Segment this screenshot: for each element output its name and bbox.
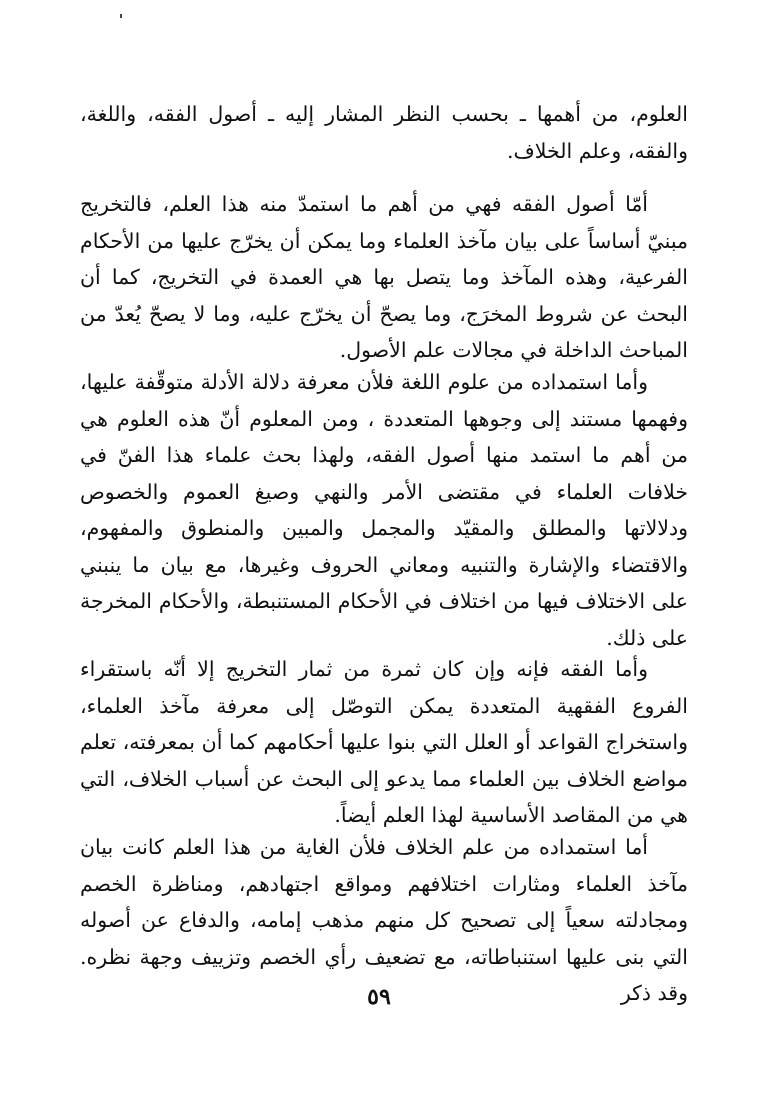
- paragraph-3: [80, 364, 688, 656]
- paragraph-4: [80, 651, 688, 834]
- paragraph-1: [80, 96, 688, 169]
- paragraph-2-wrapper: [80, 186, 688, 369]
- paragraph-1-text: العلوم، من أهمها ـ بحسب النظر المشار إليه ـ أصول الفقه، واللغة، والفقه، وعلم الخلاف.: [80, 102, 688, 163]
- paragraph-4-text: وأما الفقه فإنه وإن كان ثمرة من ثمار التخريج إلا أنّه باستقراء الفروع الفقهية المتعددة يمكن التوصّل إلى معرفة مآخذ العلماء، واستخراج القواعد أو العلل التي بنوا عليها أحكامهم كما أن بمعرفته، تعلم مواضع الخلاف بين العلماء مما يدعو إلى البحث عن أسباب الخلاف، التي هي من المقاصد الأساسية لهذا العلم أيضاً.: [80, 657, 688, 827]
- scan-mark: [120, 14, 122, 18]
- paragraph-5-text: أما استمداده من علم الخلاف فلأن الغاية من هذا العلم كانت بيان مآخذ العلماء ومثارات اختلافهم ومواقع اجتهادهم، ومناظرة الخصم ومجادلته سعياً إلى تصحيح كل منهم مذهب إمامه، والدفاع عن أصوله التي بنى عليها استنباطاته، مع تضعيف رأي الخصم وتزييف وجهة نظره. وقد ذكر: [80, 835, 688, 1005]
- paragraph-3-wrapper: [80, 364, 688, 656]
- paragraph-3-text: وأما استمداده من علوم اللغة فلأن معرفة دلالة الأدلة متوقّفة عليها، وفهمها مستند إلى وجوهها المتعددة ، ومن المعلوم أنّ هذه العلوم هي من أهم ما استمد منها أصول الفقه، ولهذا بحث علماء هذا الفنّ في خلافات العلماء في مقتضى الأمر والنهي وصيغ العموم والخصوص ودلالاتها والمطلق والمقيّد والمجمل والمبين والمنطوق والمفهوم، والاقتضاء والإشارة والتنبيه ومعاني الحروف وغيرها، مع بيان ما ينبني على الاختلاف فيها من اختلاف في الأحكام المستنبطة، والأحكام المخرجة على ذلك.: [80, 370, 688, 650]
- paragraph-4-wrapper: [80, 651, 688, 834]
- page-number: ٥٩: [367, 984, 391, 1010]
- paragraph-2: [80, 186, 688, 369]
- paragraph-2-text: أمّا أصول الفقه فهي من أهم ما استمدّ منه هذا العلم، فالتخريج مبنيّ أساساً على بيان مآخذ العلماء وما يمكن أن يخرّج عليها من الأحكام الفرعية، وهذه المآخذ وما يتصل بها هي العمدة في التخريج، كما أن البحث عن شروط المخرَج، وما يصحّ أن يخرّج عليه، وما لا يصحّ يُعدّ من المباحث الداخلة في مجالات علم الأصول.: [80, 192, 688, 362]
